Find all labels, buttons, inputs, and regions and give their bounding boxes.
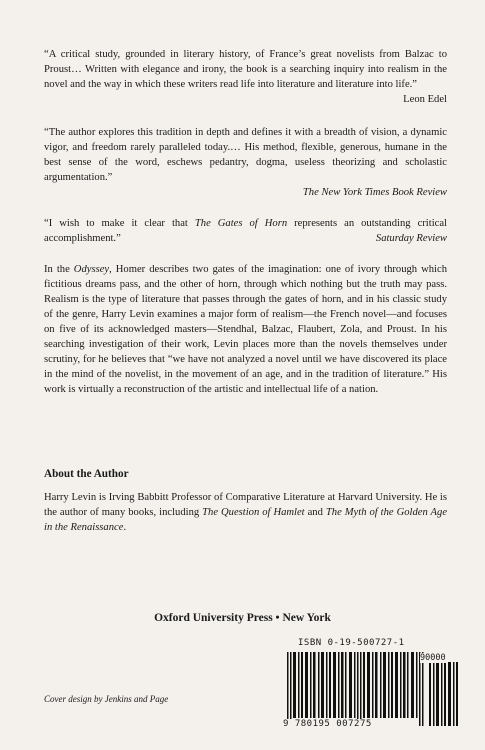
quote-text-start: “I wish to make it clear that bbox=[44, 218, 195, 229]
cover-design-credit: Cover design by Jenkins and Page bbox=[44, 694, 169, 704]
quote-text: “A critical study, grounded in literary history, of France’s great novelists from Balzac to Proust… Written with elegance and irony, the book is a searching inquiry into realism in the novel and the way in which these writers read life into literature and literature into life.” bbox=[44, 49, 447, 90]
publisher-line: Oxford University Press • New York bbox=[154, 612, 331, 624]
book-title: The Gates of Horn bbox=[194, 218, 288, 229]
quote-text-end: represents an outstanding critical accomplishment.” bbox=[44, 218, 447, 244]
quote-nytimes bbox=[44, 125, 447, 200]
book-title-golden-age: The Myth of the Golden Age in the Renaissance bbox=[44, 507, 448, 533]
book-description bbox=[44, 262, 447, 397]
barcode-ean-digits: 9 780195 007275 bbox=[283, 719, 372, 729]
quote-source: Leon Edel bbox=[403, 94, 447, 105]
book-title-hamlet: The Question of Hamlet bbox=[202, 507, 305, 518]
odyssey-title: Odyssey bbox=[73, 264, 110, 275]
about-text-2: and bbox=[304, 507, 326, 518]
about-text-3: . bbox=[123, 522, 127, 533]
about-author-heading: About the Author bbox=[44, 468, 129, 480]
quote-saturday-review bbox=[44, 216, 447, 246]
about-text-1: Harry Levin is Irving Babbitt Professor of Comparative Literature at Harvard University. He is the author of many books, including bbox=[44, 492, 447, 518]
quote-text: “The author explores this tradition in depth and defines it with a breadth of vision, a dynamic vigor, and freedom rarely paralleled today.… His method, flexible, generous, humane in the best sense of the word, eschews pedantry, dogma, useless theorizing and scholastic argumentation.” bbox=[44, 127, 447, 183]
about-author-text bbox=[44, 490, 447, 535]
isbn-number: ISBN 0-19-500727-1 bbox=[298, 638, 405, 648]
quote-source: Saturday Review bbox=[375, 233, 447, 244]
description-start: In the bbox=[44, 264, 74, 275]
barcode-addon-digits: 90000 bbox=[420, 653, 446, 663]
quote-edel bbox=[44, 47, 447, 107]
quote-source: The New York Times Book Review bbox=[302, 187, 447, 198]
description-body: , Homer describes two gates of the imagination: one of ivory through which fictitious dreams pass, and the other of horn, through which nothing but the truth may pass. Realism is the type of literature that passes through the gates of horn, and in his classic study of the genre, Harry Levin examines a major form of realism—the French novel—and focuses on five of its acknowledged masters—Stendhal, Balzac, Flaubert, Zola, and Proust. In his searching investigation of their work, Levin places more than the novels themselves under scrutiny, for he believes that “we have not analyzed a novel until we have discovered its place in the mind of the novelist, in the movement of an age, and in the tradition of literature.” His work is virtually a reconstruction of the artistic and intellectual life of a nation. bbox=[44, 264, 447, 395]
